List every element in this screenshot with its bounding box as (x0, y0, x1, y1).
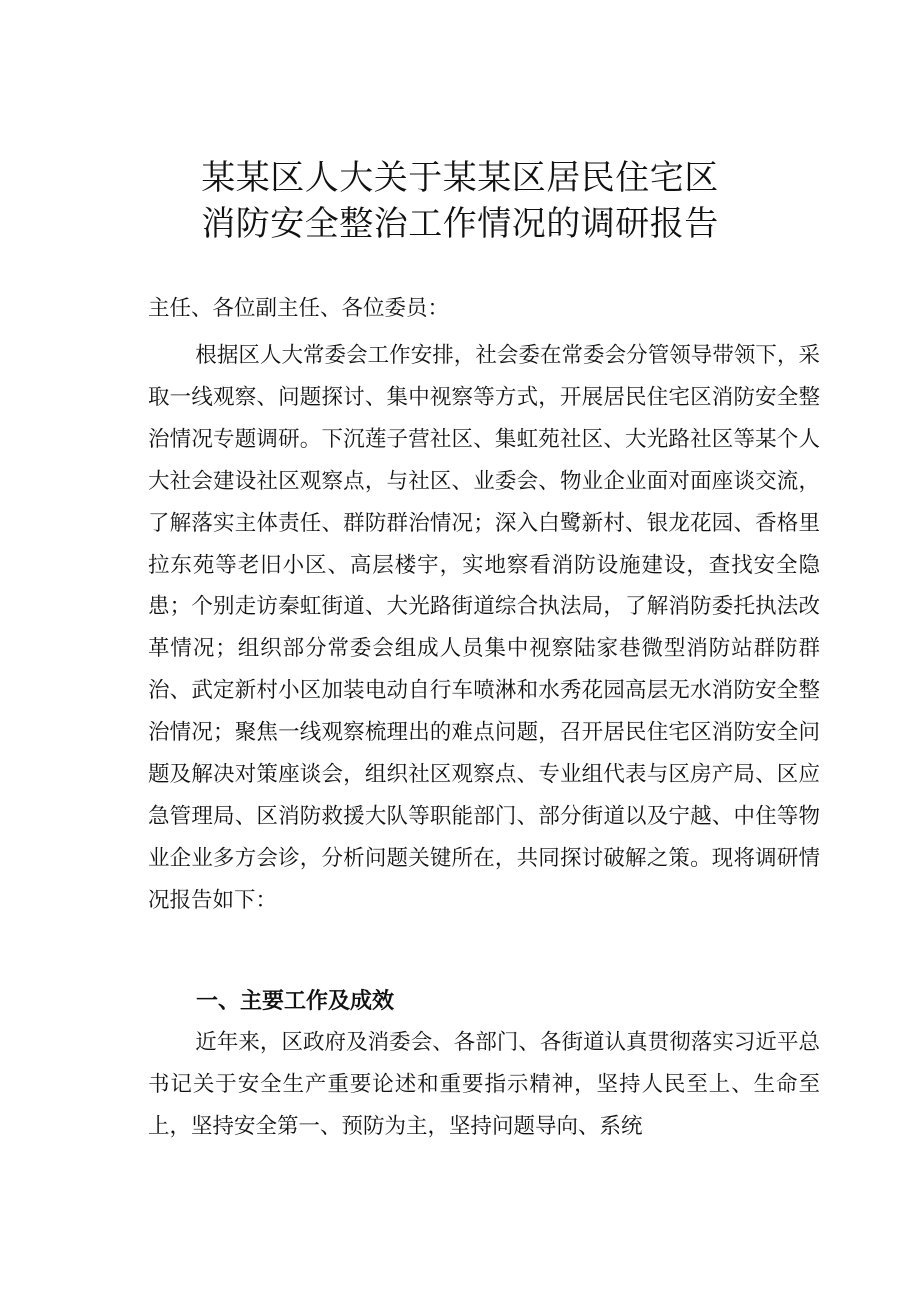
body-paragraph-2: 近年来，区政府及消委会、各部门、各街道认真贯彻落实习近平总书记关于安全生产重要论述和重要指示精神，坚持人民至上、生命至上，坚持安全第一、预防为主，坚持问题导向、系统 (148, 1030, 820, 1139)
document-title-line-2: 消防安全整治工作情况的调研报告 (201, 204, 719, 244)
salutation: 主任、各位副主任、各位委员： (148, 296, 450, 321)
body-paragraph-1: 根据区人大常委会工作安排，社会委在常委会分管领导带领下，采取一线观察、问题探讨、集中视察等方式，开展居民住宅区消防安全整治情况专题调研。下沉莲子营社区、集虹苑社区、大光路社区等某个人大社会建设社区观察点，与社区、业委会、物业企业面对面座谈交流，了解落实主体责任、群防群治情况；深入白鹭新村、银龙花园、香格里拉东苑等老旧小区、高层楼宇，实地察看消防设施建设，查找安全隐患；个别走访秦虹街道、大光路街道综合执法局，了解消防委托执法改革情况；组织部分常委会组成人员集中视察陆家巷微型消防站群防群治、武定新村小区加装电动自行车喷淋和水秀花园高层无水消防安全整治情况；聚焦一线观察梳理出的难点问题，召开居民住宅区消防安全问题及解决对策座谈会，组织社区观察点、专业组代表与区房产局、区应急管理局、区消防救援大队等职能部门、部分街道以及宁越、中住等物业企业多方会诊，分析问题关键所在，共同探讨破解之策。现将调研情况报告如下： (148, 343, 820, 913)
section-heading-1: 一、主要工作及成效 (196, 989, 395, 1014)
document-title-line-1: 某某区人大关于某某区居民住宅区 (201, 158, 719, 198)
